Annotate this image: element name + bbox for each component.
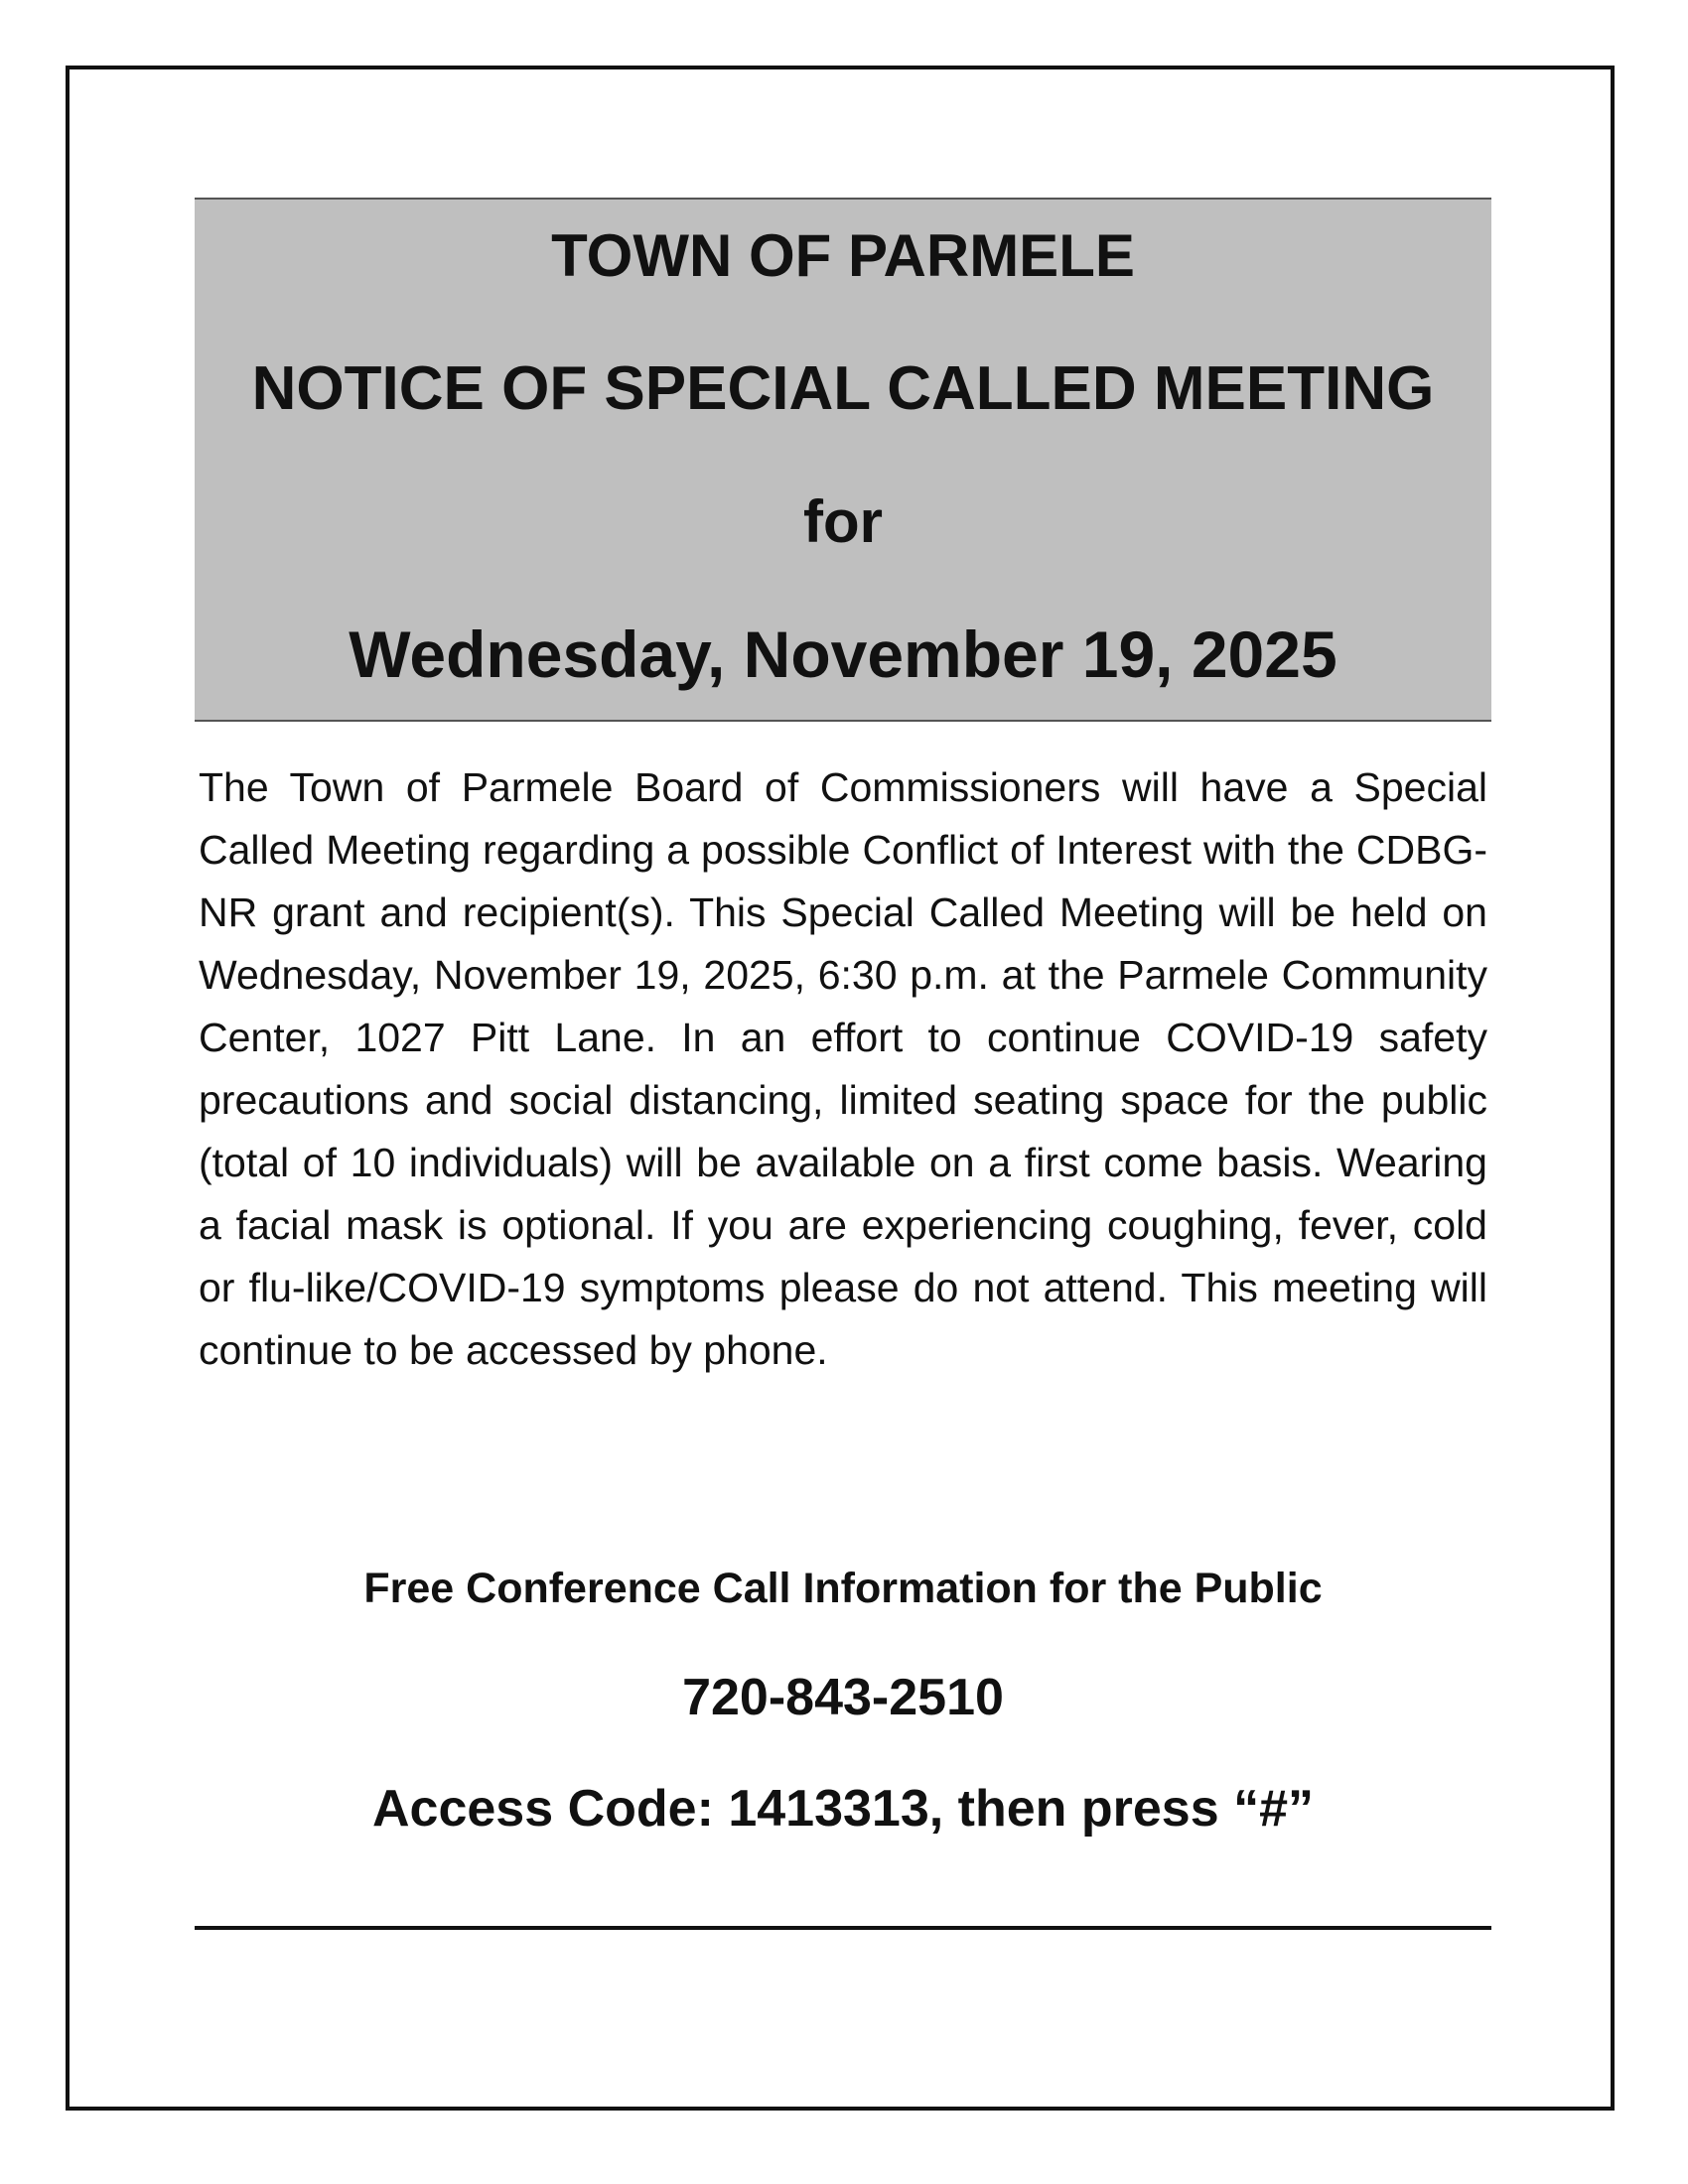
conference-phone-number: 720-843-2510 bbox=[682, 1669, 1004, 1726]
meeting-date: Wednesday, November 19, 2025 bbox=[349, 617, 1337, 691]
for-label: for bbox=[803, 488, 883, 555]
notice-title: NOTICE OF SPECIAL CALLED MEETING bbox=[251, 354, 1435, 423]
conference-access-code: Access Code: 1413313, then press “#” bbox=[371, 1780, 1315, 1838]
meeting-description: The Town of Parmele Board of Commissioners will have a Special Called Meeting regarding a possible Conflict of Interest with the CDBG-NR grant and recipient(s). This Special Called Meeting will be held on Wednesday, November 19, 2025, 6:30 p.m. at the Parmele Community Center, 1027 Pitt Lane. In an effort to continue COVID-19 safety precautions and social distancing, limited seating space for the public (total of 10 individuals) will be available on a first come basis. Wearing a facial mask is optional. If you are experiencing coughing, fever, cold or flu-like/COVID-19 symptoms please do not attend. This meeting will continue to be accessed by phone. bbox=[199, 764, 1487, 1373]
conference-call-heading: Free Conference Call Information for the Public bbox=[363, 1565, 1323, 1612]
notice-header bbox=[195, 198, 1491, 722]
bottom-divider bbox=[195, 1926, 1491, 1930]
town-name: TOWN OF PARMELE bbox=[551, 222, 1135, 289]
